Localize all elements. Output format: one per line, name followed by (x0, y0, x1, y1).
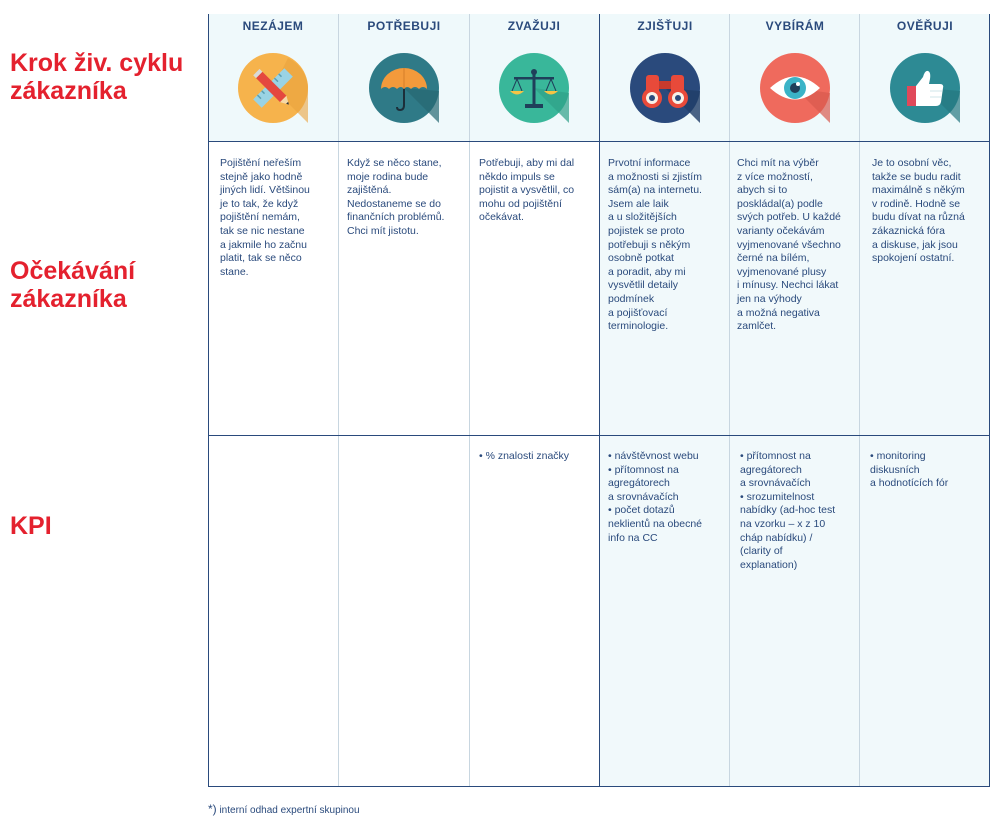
column-title-nezajem: NEZÁJEM (242, 19, 304, 33)
pencil-ruler-icon (238, 53, 308, 123)
scales-icon (499, 53, 569, 123)
expectation-zvazuji: Potřebuji, aby mi dal někdo impuls se pojistit a vysvětlil, co mohu od pojištění očekávat. (479, 157, 575, 224)
footnote (208, 802, 360, 816)
expectation-overuji: Je to osobní věc, takže se budu radit maximálně s někým v rodině. Hodně se budu dívat na různá zákaznická fóra a diskuse, jak jsou spokojení ostatní. (872, 157, 965, 265)
column-title-zvazuji: ZVAŽUJI (507, 19, 561, 33)
footnote-mark: *) (208, 802, 217, 816)
expectation-vybiram: Chci mít na výběr z více možností, abych si to poskládal(a) podle svých potřeb. U každé varianty očekávám vyjmenované všechno černé na bílém, vyjmenované plusy i mínusy. Nechci lákat jen na výhody a možná negativa zamlčet. (737, 157, 841, 333)
grid-line (208, 141, 990, 142)
kpi-overuji: • monitoring diskusních a hodnotících fór (870, 450, 949, 490)
grid-line (469, 14, 470, 787)
footnote-text: interní odhad expertní skupinou (216, 805, 360, 816)
thumbs-up-icon (890, 53, 960, 123)
kpi-vybiram: • přítomnost na agregátorech a srovnávačích • srozumitelnost nabídky (ad-hoc test na vzorku – x z 10 cháp nabídku) / (clarity of explanation) (740, 450, 836, 571)
grid-line (989, 14, 990, 787)
expectation-nezajem: Pojištění neřeším stejně jako hodně jiných lidí. Většinou je to tak, že když pojištění nemám, tak se nic nestane a jakmile ho začnu platit, tak se něco stane. (220, 157, 310, 278)
expectation-zjistuji: Prvotní informace a možnosti si zjistím sám(a) na internetu. Jsem ale laik a u složitějších pojistek se proto potřebuji s někým osobně potkat a poradit, aby mi vysvětlil detaily podmínek a pojišťovací terminologie. (608, 157, 702, 333)
binoculars-icon (630, 53, 700, 123)
row-label-stage: Krok živ. cyklu zákazníka (10, 49, 184, 105)
column-title-vybiram: VYBÍRÁM (765, 19, 825, 33)
journey-table (208, 14, 990, 787)
kpi-zjistuji: • návštěvnost webu • přítomnost na agregátorech a srovnávačích • počet dotazů neklientů na obecné info na CC (608, 450, 702, 544)
grid-line (208, 435, 990, 436)
eye-icon (760, 53, 830, 123)
grid-line (208, 14, 209, 787)
grid-line (599, 14, 600, 787)
grid-line (859, 14, 860, 787)
row-label-expectations: Očekávání zákazníka (10, 257, 136, 313)
column-title-overuji: OVĚŘUJI (896, 19, 954, 33)
grid-line (208, 786, 990, 787)
column-title-zjistuji: ZJIŠŤUJI (637, 19, 693, 33)
kpi-zvazuji: • % znalosti značky (479, 450, 570, 462)
grid-line (338, 14, 339, 787)
expectation-potrebuji: Když se něco stane, moje rodina bude zajištěná. Nedostaneme se do finančních problémů. Chci mít jistotu. (347, 157, 445, 237)
row-label-kpi: KPI (10, 512, 52, 540)
umbrella-icon (369, 53, 439, 123)
column-title-potrebuji: POTŘEBUJI (367, 19, 441, 33)
grid-line (729, 14, 730, 787)
